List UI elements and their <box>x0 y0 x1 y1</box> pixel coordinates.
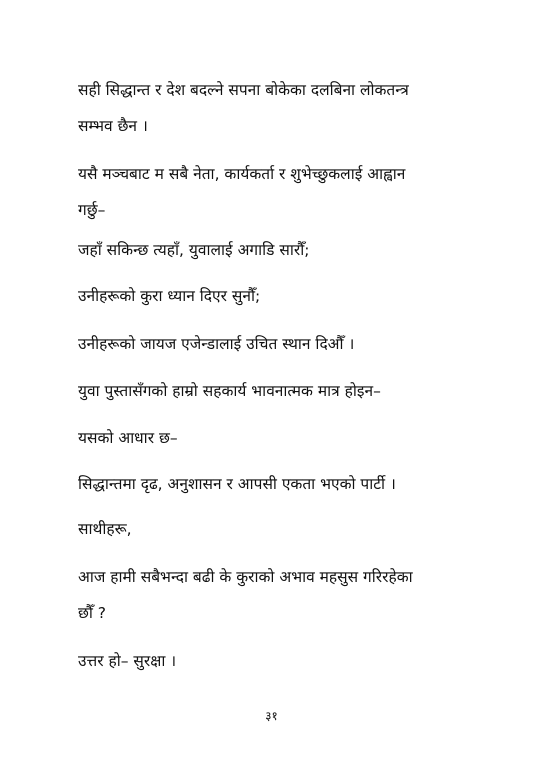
text-line-4: गर्छु– <box>78 201 106 219</box>
page-number: ३१ <box>265 709 278 723</box>
text-line-2: सम्भव छैन । <box>78 117 148 135</box>
text-line-5: जहाँ सकिन्छ त्यहाँ, युवालाई अगाडि सारौँ; <box>78 241 310 259</box>
text-line-7: उनीहरूको जायज एजेन्डालाई उचित स्थान दिऔँ । <box>78 335 355 353</box>
text-line-12: आज हामी सबैभन्दा बढी के कुराको अभाव महसुस गरिरहेका <box>78 568 413 586</box>
text-line-11: साथीहरू, <box>78 520 132 538</box>
text-line-1: सही सिद्धान्त र देश बदल्ने सपना बोकेका दलबिना लोकतन्त्र <box>78 81 409 99</box>
text-line-8: युवा पुस्तासँगको हाम्रो सहकार्य भावनात्मक मात्र होइन– <box>78 382 381 400</box>
text-line-14: उत्तर हो– सुरक्षा । <box>78 652 177 670</box>
text-line-9: यसको आधार छ– <box>78 429 178 447</box>
text-line-6: उनीहरूको कुरा ध्यान दिएर सुनौँ; <box>78 287 261 305</box>
text-line-13: छौँ ? <box>78 604 107 622</box>
text-line-10: सिद्धान्तमा दृढ, अनुशासन र आपसी एकता भएको पार्टी । <box>78 475 396 493</box>
text-line-3: यसै मञ्चबाट म सबै नेता, कार्यकर्ता र शुभेच्छुकलाई आह्वान <box>78 165 406 183</box>
